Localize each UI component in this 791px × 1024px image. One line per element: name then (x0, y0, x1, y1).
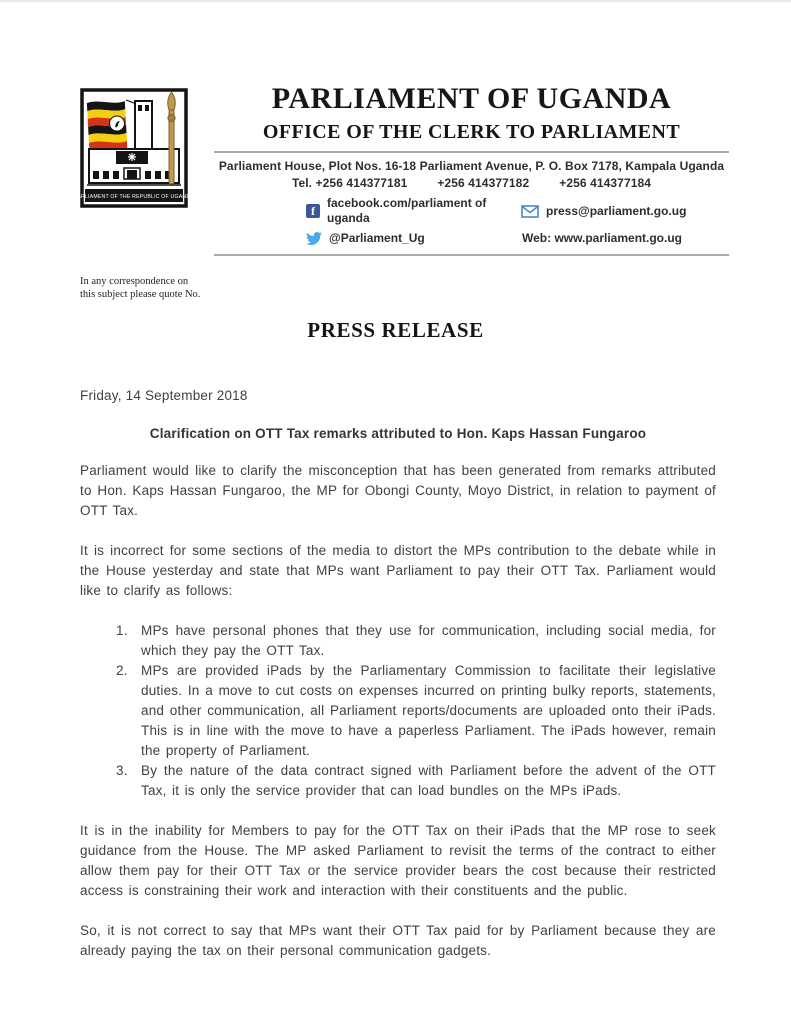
facebook-icon: f (306, 204, 320, 218)
website-contact (521, 231, 729, 246)
list-item (80, 661, 716, 761)
envelope-icon (521, 205, 539, 218)
letterhead (0, 2, 791, 261)
list-item (80, 761, 716, 801)
note-line-2: this subject please quote No. (80, 289, 201, 301)
telephone-line (214, 175, 729, 192)
uganda-flag (87, 100, 128, 152)
email-contact (521, 196, 729, 226)
twitter-contact (306, 231, 521, 246)
contact-block (214, 196, 729, 246)
list-item-number: 2. (116, 663, 128, 679)
paragraph-2: It is incorrect for some sections of the media to distort the MPs contribution to the debate while in the House yesterday and state that MPs want Parliament to pay their OTT Tax. Parliament would like to clarify as follows: (80, 543, 716, 599)
document-headline: Clarification on OTT Tax remarks attributed to Hon. Kaps Hassan Fungaroo (149, 426, 647, 442)
website-url: Web: www.parliament.go.ug (522, 231, 683, 245)
list-item (80, 621, 716, 661)
list-item-number: 1. (116, 623, 128, 639)
note-line-1: In any correspondence on (80, 276, 189, 287)
numbered-list (80, 621, 716, 801)
email-address: press@parliament.go.ug (546, 203, 687, 218)
parliament-building-icon (80, 88, 188, 208)
logo-caption: PARLIAMENT OF THE REPUBLIC OF UGANDA (80, 194, 188, 200)
press-release-heading: PRESS RELEASE (307, 318, 484, 343)
document-body (0, 388, 791, 961)
tel-number-1: Tel. +256 414377181 (291, 176, 408, 190)
parliament-coat-of-arms-logo (80, 88, 188, 208)
paragraph-1: Parliament would like to clarify the misconception that has been generated from remarks attributed to Hon. Kaps Hassan Fungaroo, the MP for Obongi County, Moyo District, in relation to payment of OTT Tax. (80, 463, 716, 519)
facebook-handle: facebook.com/parliament of uganda (327, 196, 487, 225)
address-line: Parliament House, Plot Nos. 16-18 Parliament Avenue, P. O. Box 7178, Kampala Uganda (218, 159, 725, 173)
twitter-icon (306, 232, 322, 245)
tel-number-2: +256 414377182 (437, 176, 530, 190)
org-title: PARLIAMENT OF UGANDA (271, 82, 672, 115)
paragraph-3: It is in the inability for Members to pay for the OTT Tax on their iPads that the MP rose to seek guidance from the House. The MP asked Parliament to revisit the terms of the contract to either allow them pay for their OTT Tax or the service provider bears the cost because their restricted access is constraining their work and interaction with their constituents and the public. (80, 823, 716, 899)
list-item-text: By the nature of the data contract signed with Parliament before the advent of the OTT Tax, it is only the service provider that can load bundles on the MPs iPads. (141, 763, 716, 799)
list-item-text: MPs have personal phones that they use for communication, including social media, for which they pay the OTT Tax. (141, 623, 716, 659)
mace-icon (168, 92, 176, 184)
document-date: Friday, 14 September 2018 (80, 388, 248, 404)
org-subtitle: OFFICE OF THE CLERK TO PARLIAMENT (262, 121, 681, 143)
tel-number-3: +256 414377184 (559, 176, 652, 190)
paragraph-4: So, it is not correct to say that MPs want their OTT Tax paid for by Parliament because they are already paying the tax on their personal communication gadgets. (80, 923, 716, 959)
list-item-number: 3. (116, 763, 128, 779)
twitter-handle: @Parliament_Ug (329, 231, 425, 245)
list-item-text: MPs are provided iPads by the Parliamentary Commission to facilitate their legislative duties. In a move to cut costs on expenses incurred on printing bulky reports, statements, and other communication, all Parliament reports/documents are uploaded onto their iPads. This is in line with the move to have a paperless Parliament. The iPads however, remain the property of Parliament. (141, 663, 716, 759)
facebook-contact (306, 196, 521, 226)
correspondence-note (80, 275, 791, 301)
header-divider-top (214, 151, 729, 153)
header-divider-bottom (214, 254, 729, 256)
letterhead-text (214, 82, 729, 261)
